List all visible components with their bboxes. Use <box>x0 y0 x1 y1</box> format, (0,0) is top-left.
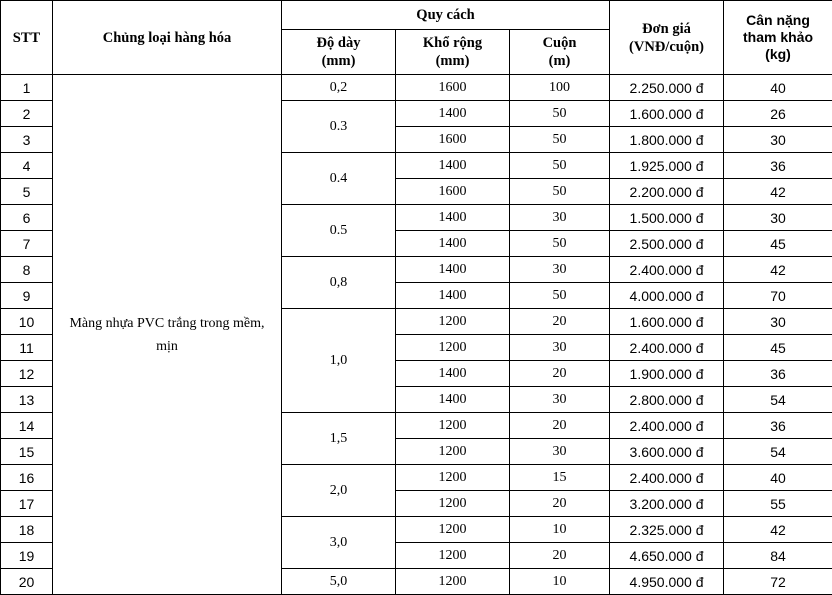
cell-weight: 54 <box>724 439 832 465</box>
cell-width: 1200 <box>396 543 510 569</box>
header-weight-line2: tham khảo <box>724 29 832 46</box>
cell-stt: 10 <box>1 309 53 335</box>
cell-weight: 40 <box>724 465 832 491</box>
cell-weight: 30 <box>724 127 832 153</box>
cell-roll: 50 <box>510 101 610 127</box>
header-thickness <box>282 30 396 75</box>
cell-price: 2.500.000 đ <box>610 231 724 257</box>
cell-width: 1200 <box>396 335 510 361</box>
cell-price: 1.900.000 đ <box>610 361 724 387</box>
cell-roll: 50 <box>510 127 610 153</box>
cell-weight: 36 <box>724 413 832 439</box>
cell-roll: 15 <box>510 465 610 491</box>
header-price <box>610 1 724 75</box>
cell-weight: 26 <box>724 101 832 127</box>
cell-width: 1400 <box>396 153 510 179</box>
cell-roll: 100 <box>510 75 610 101</box>
cell-roll: 20 <box>510 491 610 517</box>
cell-roll: 20 <box>510 543 610 569</box>
cell-roll: 30 <box>510 439 610 465</box>
cell-width: 1200 <box>396 413 510 439</box>
cell-weight: 30 <box>724 205 832 231</box>
cell-width: 1400 <box>396 205 510 231</box>
cell-price: 1.600.000 đ <box>610 101 724 127</box>
cell-width: 1200 <box>396 439 510 465</box>
cell-stt: 13 <box>1 387 53 413</box>
cell-stt: 6 <box>1 205 53 231</box>
cell-thickness: 1,5 <box>282 413 396 465</box>
cell-weight: 42 <box>724 179 832 205</box>
cell-stt: 4 <box>1 153 53 179</box>
cell-thickness: 1,0 <box>282 309 396 413</box>
cell-thickness: 0,2 <box>282 75 396 101</box>
cell-product: Màng nhựa PVC trắng trong mềm, mịn <box>53 75 282 595</box>
cell-roll: 30 <box>510 387 610 413</box>
cell-thickness: 3,0 <box>282 517 396 569</box>
cell-weight: 84 <box>724 543 832 569</box>
cell-price: 2.325.000 đ <box>610 517 724 543</box>
header-weight-line1: Cân nặng <box>724 12 832 29</box>
header-roll-line2: (m) <box>510 52 609 70</box>
cell-stt: 17 <box>1 491 53 517</box>
cell-stt: 16 <box>1 465 53 491</box>
cell-weight: 42 <box>724 257 832 283</box>
cell-price: 3.200.000 đ <box>610 491 724 517</box>
cell-thickness: 2,0 <box>282 465 396 517</box>
cell-width: 1600 <box>396 179 510 205</box>
cell-thickness: 0,8 <box>282 257 396 309</box>
cell-roll: 30 <box>510 257 610 283</box>
cell-stt: 9 <box>1 283 53 309</box>
cell-roll: 10 <box>510 517 610 543</box>
cell-width: 1400 <box>396 101 510 127</box>
cell-price: 1.925.000 đ <box>610 153 724 179</box>
cell-weight: 55 <box>724 491 832 517</box>
cell-weight: 54 <box>724 387 832 413</box>
cell-stt: 20 <box>1 569 53 595</box>
cell-stt: 2 <box>1 101 53 127</box>
cell-weight: 36 <box>724 361 832 387</box>
cell-price: 1.800.000 đ <box>610 127 724 153</box>
cell-price: 2.400.000 đ <box>610 465 724 491</box>
cell-weight: 36 <box>724 153 832 179</box>
cell-price: 2.400.000 đ <box>610 335 724 361</box>
header-thickness-line1: Độ dày <box>282 34 395 52</box>
cell-roll: 20 <box>510 413 610 439</box>
cell-stt: 3 <box>1 127 53 153</box>
cell-stt: 1 <box>1 75 53 101</box>
cell-stt: 7 <box>1 231 53 257</box>
cell-roll: 50 <box>510 231 610 257</box>
cell-width: 1200 <box>396 517 510 543</box>
cell-roll: 10 <box>510 569 610 595</box>
header-roll <box>510 30 610 75</box>
cell-roll: 50 <box>510 153 610 179</box>
cell-weight: 42 <box>724 517 832 543</box>
cell-stt: 14 <box>1 413 53 439</box>
cell-roll: 30 <box>510 335 610 361</box>
cell-roll: 50 <box>510 179 610 205</box>
cell-price: 2.800.000 đ <box>610 387 724 413</box>
header-weight-line3: (kg) <box>724 46 832 63</box>
cell-width: 1200 <box>396 491 510 517</box>
cell-thickness: 0.4 <box>282 153 396 205</box>
cell-thickness: 5,0 <box>282 569 396 595</box>
cell-price: 1.500.000 đ <box>610 205 724 231</box>
header-weight <box>724 1 832 75</box>
header-spec: Quy cách <box>282 1 610 30</box>
cell-width: 1400 <box>396 361 510 387</box>
cell-width: 1200 <box>396 569 510 595</box>
table-header <box>1 1 832 75</box>
header-stt: STT <box>1 1 53 75</box>
cell-stt: 5 <box>1 179 53 205</box>
cell-width: 1200 <box>396 465 510 491</box>
cell-roll: 20 <box>510 361 610 387</box>
cell-thickness: 0.3 <box>282 101 396 153</box>
cell-weight: 70 <box>724 283 832 309</box>
cell-stt: 19 <box>1 543 53 569</box>
cell-weight: 45 <box>724 335 832 361</box>
cell-stt: 11 <box>1 335 53 361</box>
header-roll-line1: Cuộn <box>510 34 609 52</box>
cell-price: 2.400.000 đ <box>610 257 724 283</box>
cell-price: 1.600.000 đ <box>610 309 724 335</box>
cell-width: 1400 <box>396 231 510 257</box>
header-thickness-line2: (mm) <box>282 52 395 70</box>
header-width-line2: (mm) <box>396 52 509 70</box>
cell-price: 2.400.000 đ <box>610 413 724 439</box>
cell-width: 1200 <box>396 309 510 335</box>
cell-stt: 12 <box>1 361 53 387</box>
cell-price: 4.000.000 đ <box>610 283 724 309</box>
cell-price: 2.200.000 đ <box>610 179 724 205</box>
cell-weight: 40 <box>724 75 832 101</box>
cell-weight: 45 <box>724 231 832 257</box>
header-product: Chủng loại hàng hóa <box>53 1 282 75</box>
cell-width: 1400 <box>396 387 510 413</box>
cell-price: 4.650.000 đ <box>610 543 724 569</box>
cell-weight: 30 <box>724 309 832 335</box>
cell-width: 1600 <box>396 127 510 153</box>
cell-weight: 72 <box>724 569 832 595</box>
cell-roll: 50 <box>510 283 610 309</box>
header-price-line2: (VNĐ/cuộn) <box>610 38 723 56</box>
table-row <box>1 75 832 101</box>
table-body <box>1 75 832 595</box>
header-width-line1: Khổ rộng <box>396 34 509 52</box>
header-width <box>396 30 510 75</box>
cell-thickness: 0.5 <box>282 205 396 257</box>
cell-price: 3.600.000 đ <box>610 439 724 465</box>
cell-stt: 15 <box>1 439 53 465</box>
cell-roll: 20 <box>510 309 610 335</box>
cell-price: 2.250.000 đ <box>610 75 724 101</box>
cell-width: 1400 <box>396 283 510 309</box>
cell-width: 1400 <box>396 257 510 283</box>
cell-stt: 18 <box>1 517 53 543</box>
cell-roll: 30 <box>510 205 610 231</box>
cell-width: 1600 <box>396 75 510 101</box>
cell-stt: 8 <box>1 257 53 283</box>
header-price-line1: Đơn giá <box>610 20 723 38</box>
cell-price: 4.950.000 đ <box>610 569 724 595</box>
